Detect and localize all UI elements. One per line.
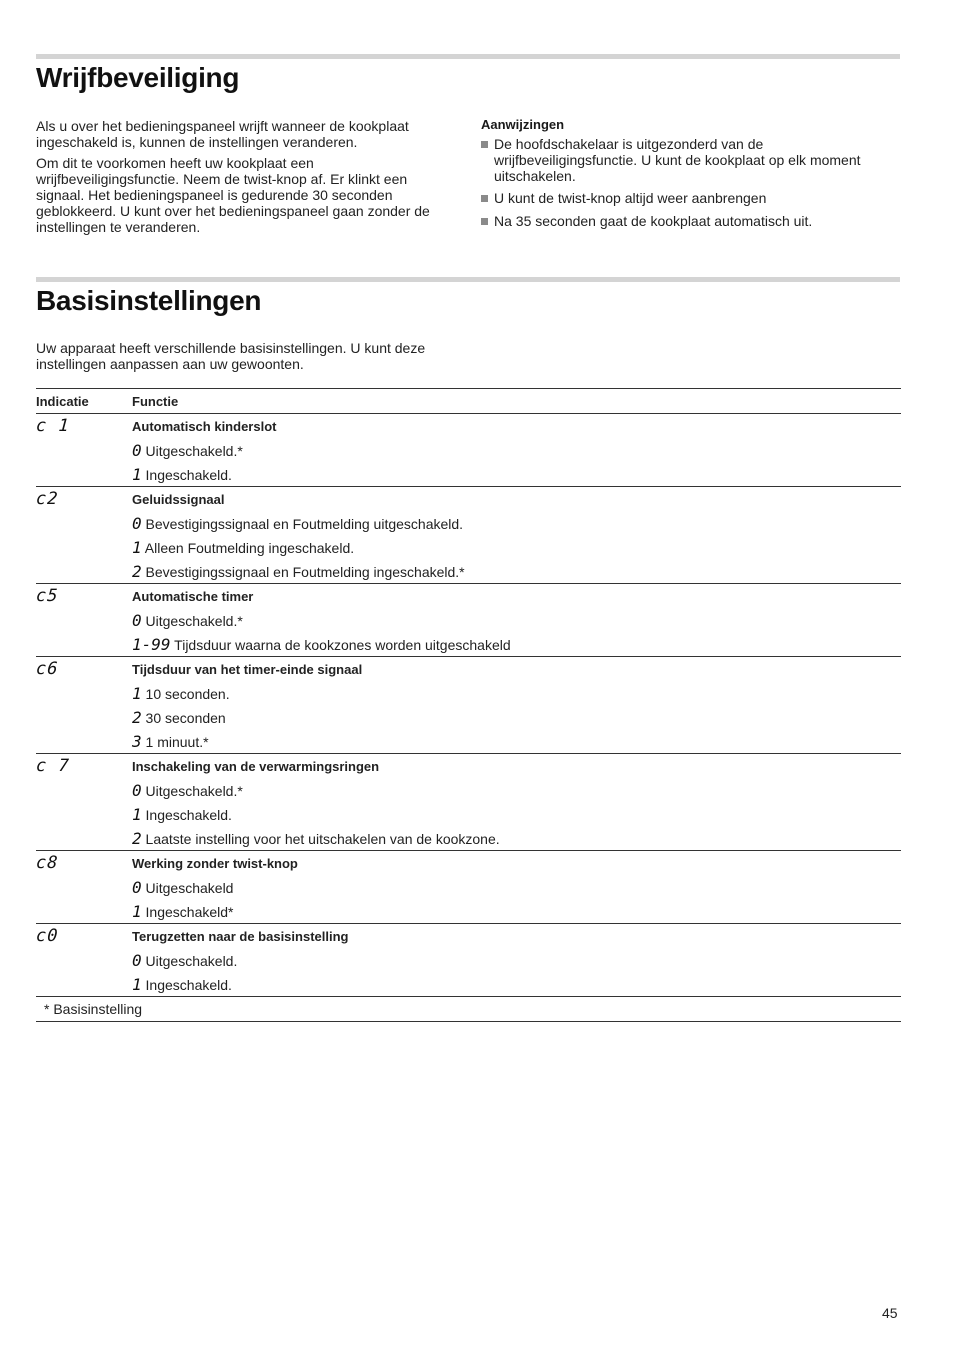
empty-cell — [36, 972, 132, 997]
empty-cell — [36, 802, 132, 826]
option-row — [36, 826, 901, 851]
seven-segment-code: c 1 — [35, 416, 71, 436]
table-row — [36, 414, 901, 439]
option-text: Bevestigingssignaal en Foutmelding ingeschakeld.* — [145, 563, 465, 580]
option-row — [36, 899, 901, 924]
option-text: 10 seconden. — [145, 685, 230, 702]
option-text: 1 minuut.* — [145, 733, 209, 750]
option-text: Ingeschakeld. — [145, 466, 232, 483]
indicator-code — [36, 414, 132, 439]
table-row — [36, 924, 901, 949]
function-title-cell — [132, 584, 901, 609]
option-text: Laatste instelling voor het uitschakelen van de kookzone. — [145, 830, 500, 847]
indicator-code — [36, 924, 132, 949]
option-cell — [132, 729, 901, 754]
option-cell — [132, 899, 901, 924]
option-text: Bevestigingssignaal en Foutmelding uitgeschakeld. — [145, 515, 464, 532]
empty-cell — [36, 535, 132, 559]
option-value: 3 — [132, 731, 142, 751]
empty-cell — [36, 948, 132, 972]
option-row — [36, 875, 901, 899]
option-value: 0 — [132, 513, 142, 533]
option-value: 1-99 — [132, 634, 171, 654]
indicator-code — [36, 584, 132, 609]
empty-cell — [36, 729, 132, 754]
empty-cell — [36, 438, 132, 462]
indicator-code — [36, 851, 132, 876]
option-value: 2 — [132, 828, 142, 848]
option-value: 0 — [132, 950, 142, 970]
option-cell — [132, 559, 901, 584]
function-title-cell — [132, 657, 901, 682]
function-title-cell — [132, 851, 901, 876]
option-value: 0 — [132, 877, 142, 897]
option-cell — [132, 948, 901, 972]
option-text: Uitgeschakeld.* — [145, 782, 243, 799]
section-divider-basis — [36, 277, 900, 282]
option-cell — [132, 705, 901, 729]
option-row — [36, 729, 901, 754]
option-cell — [132, 875, 901, 899]
bullet-square-icon — [481, 195, 488, 202]
intro-paragraph-1: Als u over het bedieningspaneel wrijft wanneer de kookplaat ingeschakeld is, kunnen de instellingen veranderen. — [36, 118, 409, 150]
empty-cell — [36, 778, 132, 802]
footnote: * Basisinstelling — [36, 997, 901, 1022]
option-row — [36, 608, 901, 632]
seven-segment-code: c6 — [35, 659, 60, 679]
empty-cell — [36, 632, 132, 657]
option-value: 1 — [132, 537, 142, 557]
empty-cell — [36, 608, 132, 632]
table-row — [36, 754, 901, 779]
function-title-cell — [132, 414, 901, 439]
option-value: 2 — [132, 561, 142, 581]
option-cell — [132, 972, 901, 997]
option-row — [36, 438, 901, 462]
function-title-cell — [132, 924, 901, 949]
option-value: 1 — [132, 804, 142, 824]
option-text: Tijdsduur waarna de kookzones worden uitgeschakeld — [174, 636, 511, 653]
option-row — [36, 535, 901, 559]
option-cell — [132, 826, 901, 851]
option-cell — [132, 778, 901, 802]
note-item: Na 35 seconden gaat de kookplaat automatisch uit. — [481, 213, 899, 229]
section-title-wrijfbeveiliging: Wrijfbeveiliging — [36, 62, 240, 93]
table-row — [36, 657, 901, 682]
option-text: Ingeschakeld* — [145, 903, 234, 920]
option-row — [36, 559, 901, 584]
function-title: Automatische timer — [132, 589, 254, 604]
basis-intro: Uw apparaat heeft verschillende basisinstellingen. U kunt deze instellingen aanpassen aan uw gewoonten. — [36, 340, 426, 372]
seven-segment-code: c 7 — [35, 756, 71, 776]
bullet-square-icon — [481, 218, 488, 225]
option-value: 1 — [132, 974, 142, 994]
note-item: De hoofdschakelaar is uitgezonderd van de wrijfbeveiligingsfunctie. U kunt de kookplaat op elk moment uitschakelen. — [481, 136, 899, 184]
bullet-square-icon — [481, 141, 488, 148]
function-title: Geluidssignaal — [132, 492, 225, 507]
function-title-cell — [132, 487, 901, 512]
table-row — [36, 851, 901, 876]
function-title: Automatisch kinderslot — [132, 419, 277, 434]
note-item: U kunt de twist-knop altijd weer aanbrengen — [481, 190, 899, 206]
option-text: Uitgeschakeld.* — [145, 442, 243, 459]
empty-cell — [36, 559, 132, 584]
option-text: Uitgeschakeld. — [145, 952, 238, 969]
option-row — [36, 948, 901, 972]
indicator-code — [36, 487, 132, 512]
option-text: Uitgeschakeld — [145, 879, 234, 896]
option-cell — [132, 511, 901, 535]
function-title: Tijdsduur van het timer-einde signaal — [132, 662, 363, 677]
option-value: 2 — [132, 707, 142, 727]
empty-cell — [36, 681, 132, 705]
option-cell — [132, 438, 901, 462]
option-row — [36, 632, 901, 657]
function-title-cell — [132, 754, 901, 779]
option-row — [36, 778, 901, 802]
option-row — [36, 802, 901, 826]
option-row — [36, 705, 901, 729]
option-cell — [132, 462, 901, 487]
option-cell — [132, 632, 901, 657]
option-row — [36, 462, 901, 487]
empty-cell — [36, 899, 132, 924]
seven-segment-code: c2 — [35, 489, 60, 509]
page-number: 45 — [882, 1305, 898, 1321]
option-row — [36, 681, 901, 705]
function-title: Werking zonder twist-knop — [132, 856, 298, 871]
option-value: 1 — [132, 901, 142, 921]
option-text: Ingeschakeld. — [145, 806, 232, 823]
header-indicatie: Indicatie — [36, 389, 132, 414]
table-row — [36, 487, 901, 512]
footnote-row — [36, 997, 901, 1022]
option-text: Uitgeschakeld.* — [145, 612, 243, 629]
empty-cell — [36, 462, 132, 487]
indicator-code — [36, 657, 132, 682]
option-cell — [132, 802, 901, 826]
seven-segment-code: c0 — [35, 926, 60, 946]
section-divider-top — [36, 54, 900, 59]
option-row — [36, 511, 901, 535]
option-value: 0 — [132, 780, 142, 800]
seven-segment-code: c5 — [35, 586, 60, 606]
settings-table — [36, 388, 901, 1022]
option-cell — [132, 535, 901, 559]
empty-cell — [36, 705, 132, 729]
option-text: Alleen Foutmelding ingeschakeld. — [144, 539, 355, 556]
option-value: 0 — [132, 610, 142, 630]
option-row — [36, 972, 901, 997]
empty-cell — [36, 875, 132, 899]
notes-heading: Aanwijzingen — [481, 117, 565, 132]
function-title: Inschakeling van de verwarmingsringen — [132, 759, 380, 774]
table-row — [36, 584, 901, 609]
section-title-basisinstellingen: Basisinstellingen — [36, 285, 262, 316]
option-value: 1 — [132, 683, 142, 703]
option-cell — [132, 608, 901, 632]
option-value: 1 — [132, 464, 142, 484]
option-cell — [132, 681, 901, 705]
indicator-code — [36, 754, 132, 779]
option-text: 30 seconden — [145, 709, 226, 726]
seven-segment-code: c8 — [35, 853, 60, 873]
option-value: 0 — [132, 440, 142, 460]
option-text: Ingeschakeld. — [145, 976, 232, 993]
empty-cell — [36, 826, 132, 851]
header-functie: Functie — [132, 389, 901, 414]
empty-cell — [36, 511, 132, 535]
intro-paragraph-2: Om dit te voorkomen heeft uw kookplaat een wrijfbeveiligingsfunctie. Neem de twist-knop af. Er klinkt een signaal. Het bedieningspaneel is gedurende 30 seconden geblokkeerd. U kunt over het bedieningspaneel gaan zonder de instellingen te veranderen. — [36, 155, 430, 235]
function-title: Terugzetten naar de basisinstelling — [132, 929, 349, 944]
